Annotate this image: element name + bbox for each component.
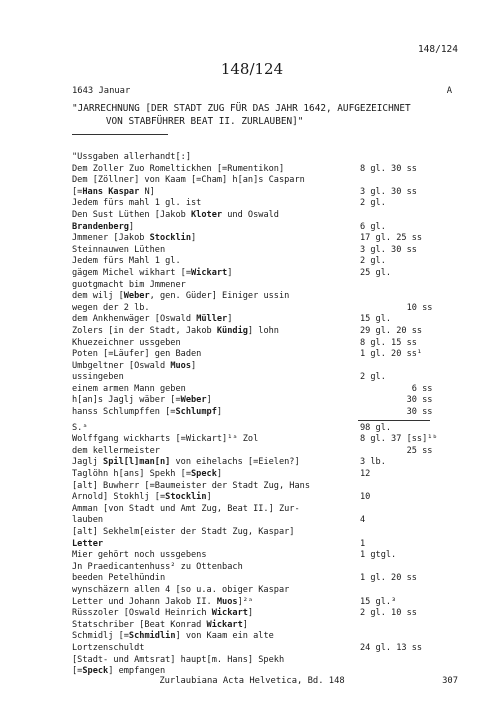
entry-amount: 1 gtgl.	[360, 550, 397, 561]
entry-description: "Ussgaben allerhandt[:]	[72, 152, 191, 162]
entry-description: Jedem fürs mahl 1 gl. ist	[72, 198, 202, 209]
ledger-row	[72, 338, 456, 350]
entry-description: Zolers [in der Stadt, Jakob Kündig] lohn	[72, 325, 279, 336]
ledger-row	[72, 527, 456, 539]
ledger-row	[72, 481, 456, 493]
ledger-entries	[72, 152, 456, 678]
entry-amount: 1 gl. 20 ss	[360, 573, 417, 584]
ledger-row	[72, 291, 456, 303]
entry-description: Schmidlj [=Schmidlin] von Kaam ein alte	[72, 631, 274, 642]
entry-description: Brandenberg]	[72, 221, 135, 232]
ledger-row	[72, 597, 456, 609]
entry-amount: 3 gl. 30 ss	[360, 186, 417, 197]
ledger-row	[72, 175, 456, 187]
entry-description: gägem Michel wikhart [=Wickart]	[72, 267, 233, 278]
entry-amount: 1	[360, 538, 366, 549]
page-label: 148/124	[417, 44, 458, 55]
ledger-row	[72, 620, 456, 632]
entry-description: Taglöhn h[ans] Spekh [=Speck]	[72, 469, 223, 480]
entry-amount: 2 gl.	[360, 256, 386, 267]
entry-description: [alt] Sekhelm[eister der Stadt Zug, Kaspar]	[72, 527, 295, 537]
entry-amount: 2 gl.	[360, 372, 386, 383]
entry-amount: 6 gl.	[360, 221, 386, 232]
ledger-row	[72, 515, 456, 527]
entry-description: Dem [Zöllner] von Kaam [=Cham] h[an]s Casparn	[72, 175, 305, 186]
entry-description: hanss Schlumpffen [=Schlumpf]	[72, 407, 223, 418]
entry-description: Umbgeltner [Oswald Muos]	[72, 360, 197, 371]
entry-description: Amman [von Stadt und Amt Zug, Beat II.] Zur-	[72, 503, 300, 514]
entry-description: Statschriber [Beat Konrad Wickart]	[72, 619, 248, 630]
ledger-row	[72, 573, 456, 585]
entry-amount: 6 ss	[360, 383, 433, 394]
entry-amount: 30 ss	[360, 407, 433, 418]
entry-description: dem wilj [Weber, gen. Güder] Einiger ussin	[72, 291, 290, 302]
entry-description: wegen der 2 lb.	[72, 302, 150, 313]
entry-amount: 29 gl. 20 ss	[360, 325, 423, 336]
entry-amount: 15 gl.³	[360, 596, 397, 607]
entry-description: lauben	[72, 515, 104, 526]
entry-amount: 3 gl. 30 ss	[360, 244, 417, 255]
entry-amount: 4	[360, 515, 366, 526]
footer-citation: Zurlaubiana Acta Helvetica, Bd. 148	[159, 676, 345, 686]
entry-description: dem Ankhenwäger [Oswald Müller]	[72, 314, 233, 325]
ledger-row	[72, 608, 456, 620]
entry-description: Arnold] Stokhlj [=Stocklin]	[72, 492, 212, 503]
entry-amount: 24 gl. 13 ss	[360, 642, 423, 653]
ledger-row	[72, 457, 456, 469]
entry-description: Jmmener [Jakob Stocklin]	[72, 233, 197, 244]
ledger-row	[72, 152, 456, 164]
entry-amount: 2 gl.	[360, 198, 386, 209]
ledger-row	[72, 245, 456, 257]
entry-amount: 17 gl. 25 ss	[360, 233, 423, 244]
ledger-row	[72, 384, 456, 396]
ledger-row	[72, 280, 456, 292]
entry-description: Mier gehört noch ussgebens	[72, 550, 207, 561]
ledger-row	[72, 562, 456, 574]
ledger-row	[72, 268, 456, 280]
entry-description: Lortzenschuldt	[72, 642, 145, 653]
entry-amount: 25 gl.	[360, 267, 392, 278]
ledger-row	[72, 198, 456, 210]
ledger-row	[72, 349, 456, 361]
ledger-row	[72, 256, 456, 268]
entry-description: Wolffgang wickharts [=Wickart]¹ᵃ Zol	[72, 434, 259, 445]
ledger-row	[72, 187, 456, 199]
entry-amount: 12	[360, 469, 371, 480]
entry-amount: 10 ss	[360, 302, 433, 313]
entry-description: Khuezeichner ussgeben	[72, 337, 181, 348]
ledger-row	[72, 361, 456, 373]
entry-amount: 3 lb.	[360, 457, 386, 468]
ledger-row	[72, 539, 456, 551]
entry-amount: 25 ss	[360, 445, 433, 456]
ledger-row	[72, 407, 456, 419]
ledger-row	[72, 372, 456, 384]
entry-description: [alt] Buwherr [=Baumeister der Stadt Zug, Hans	[72, 480, 310, 491]
document-number-title: 148/124	[220, 60, 284, 78]
entry-description: [=Speck] empfangen	[72, 666, 166, 677]
section-letter: A	[446, 86, 452, 96]
entry-amount: 8 gl. 30 ss	[360, 163, 417, 174]
ledger-row	[72, 585, 456, 597]
ledger-row	[72, 326, 456, 338]
document-heading: "JARRECHNUNG [DER STADT ZUG FÜR DAS JAHR 1642, AUFGEZEICHNET VON STABFÜHRER BEAT II. ZURLAUBEN]"	[72, 103, 411, 127]
entry-description: Rüsszoler [Oswald Heinrich Wickart]	[72, 608, 254, 619]
ledger-row	[72, 434, 456, 446]
entry-amount: 15 gl.	[360, 314, 392, 325]
entry-description: S.ᵃ	[72, 422, 88, 433]
entry-description: h[an]s Jaglj wäber [=Weber]	[72, 395, 212, 406]
ledger-row	[72, 210, 456, 222]
entry-description: Jn Praedicantenhuss² zu Ottenbach	[72, 561, 243, 572]
ledger-row	[72, 303, 456, 315]
entry-description: Steinnauwen Lüthen	[72, 244, 166, 255]
ledger-row	[72, 655, 456, 667]
entry-description: Letter	[72, 538, 104, 549]
entry-description: Poten [=Läufer] gen Baden	[72, 349, 202, 360]
entry-description: [=Hans Kaspar N]	[72, 186, 155, 197]
entry-description: guotgmacht bim Jmmener	[72, 279, 186, 290]
sum-rule	[358, 420, 430, 421]
ledger-row	[72, 395, 456, 407]
ledger-row	[72, 504, 456, 516]
entry-amount: 2 gl. 10 ss	[360, 608, 417, 619]
entry-description: Den Sust Lüthen [Jakob Kloter und Oswald	[72, 209, 279, 220]
entry-description: [Stadt- und Amtsrat] haupt[m. Hans] Spekh	[72, 654, 285, 665]
entry-description: beeden Petelhündin	[72, 573, 166, 584]
entry-description: ussingeben	[72, 372, 124, 383]
ledger-row	[72, 643, 456, 655]
entry-amount: 8 gl. 15 ss	[360, 337, 417, 348]
entry-description: Jedem fürs Mahl 1 gl.	[72, 256, 181, 267]
entry-description: Dem Zoller Zuo Romeltickhen [=Rumentikon]	[72, 163, 285, 174]
ledger-row	[72, 492, 456, 504]
ledger-row	[72, 233, 456, 245]
heading-rule	[72, 134, 168, 135]
entry-amount: 10	[360, 492, 371, 503]
entry-amount: 1 gl. 20 ss¹	[360, 349, 423, 360]
date-line: 1643 Januar	[72, 86, 131, 96]
ledger-row	[72, 631, 456, 643]
entry-description: Letter und Johann Jakob II. Muos]²ᵃ	[72, 596, 254, 607]
entry-description: einem armen Mann geben	[72, 383, 186, 394]
entry-description: dem kellermeister	[72, 445, 160, 456]
ledger-row	[72, 469, 456, 481]
ledger-row	[72, 446, 456, 458]
ledger-row	[72, 314, 456, 326]
entry-amount: 98 gl.	[360, 422, 392, 433]
ledger-row	[72, 550, 456, 562]
entry-amount: 8 gl. 37 [ss]¹ᵇ	[360, 434, 438, 445]
entry-description: wynschäzern allen 4 [so u.a. obiger Kaspar	[72, 584, 290, 595]
ledger-row	[72, 222, 456, 234]
ledger-row	[72, 164, 456, 176]
ledger-row	[72, 423, 456, 435]
entry-description: Jaglj Spil[l]man[n] von eihelachs [=Eielen?]	[72, 457, 300, 468]
entry-amount: 30 ss	[360, 395, 433, 406]
page-number: 307	[442, 676, 458, 686]
